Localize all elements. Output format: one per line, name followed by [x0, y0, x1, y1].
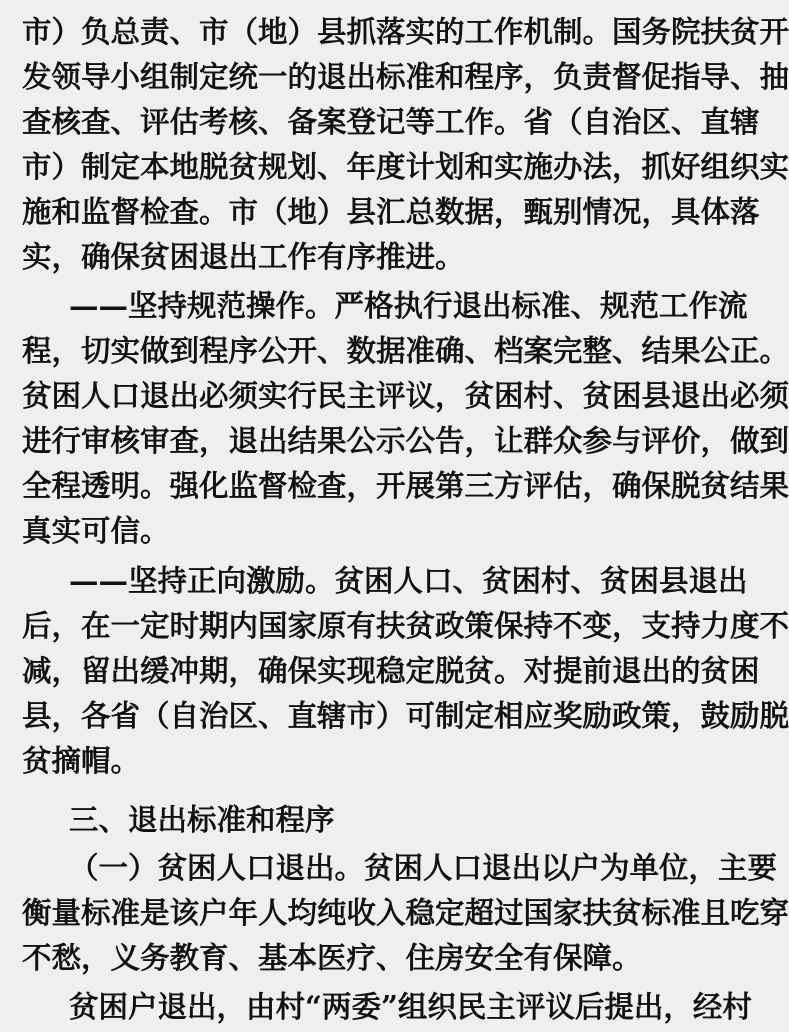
text-line-19: （一）贫困人口退出。贫困人口退出以户为单位，主要: [69, 850, 778, 885]
text-line-20: 衡量标准是该户年人均纯收入稳定超过国家扶贫标准且吃穿: [22, 895, 789, 930]
text-line-2: 发领导小组制定统一的退出标准和程序，负责督促指导、抽: [22, 59, 789, 94]
text-line-6: 实，确保贫困退出工作有序推进。: [22, 239, 465, 274]
text-line-7: ——坚持规范操作。严格执行退出标准、规范工作流: [69, 288, 748, 323]
text-line-12: 真实可信。: [22, 513, 170, 548]
text-line-10: 进行审核审查，退出结果公示公告，让群众参与评价，做到: [22, 423, 789, 458]
text-line-14: 后，在一定时期内国家原有扶贫政策保持不变，支持力度不: [22, 608, 789, 643]
text-line-1: 市）负总责、市（地）县抓落实的工作机制。国务院扶贫开: [22, 14, 789, 49]
text-line-4: 市）制定本地脱贫规划、年度计划和实施办法，抓好组织实: [22, 149, 789, 184]
text-line-11: 全程透明。强化监督检查，开展第三方评估，确保脱贫结果: [22, 468, 789, 503]
text-line-3: 查核查、评估考核、备案登记等工作。省（自治区、直辖: [22, 104, 760, 139]
text-line-21: 不愁，义务教育、基本医疗、住房安全有保障。: [22, 940, 642, 975]
text-line-9: 贫困人口退出必须实行民主评议，贫困村、贫困县退出必须: [22, 378, 789, 413]
text-line-16: 县，各省（自治区、直辖市）可制定相应奖励政策，鼓励脱: [22, 698, 789, 733]
text-line-13: ——坚持正向激励。贫困人口、贫困村、贫困县退出: [69, 563, 748, 598]
text-line-8: 程，切实做到程序公开、数据准确、档案完整、结果公正。: [22, 333, 789, 368]
section-heading: 三、退出标准和程序: [69, 803, 335, 837]
text-line-15: 减，留出缓冲期，确保实现稳定脱贫。对提前退出的贫困: [22, 653, 760, 688]
text-line-17: 贫摘帽。: [22, 743, 141, 778]
text-line-5: 施和监督检查。市（地）县汇总数据，甄别情况，具体落: [22, 194, 760, 229]
text-line-22: 贫困户退出，由村“两委”组织民主评议后提出，经村: [69, 989, 752, 1024]
